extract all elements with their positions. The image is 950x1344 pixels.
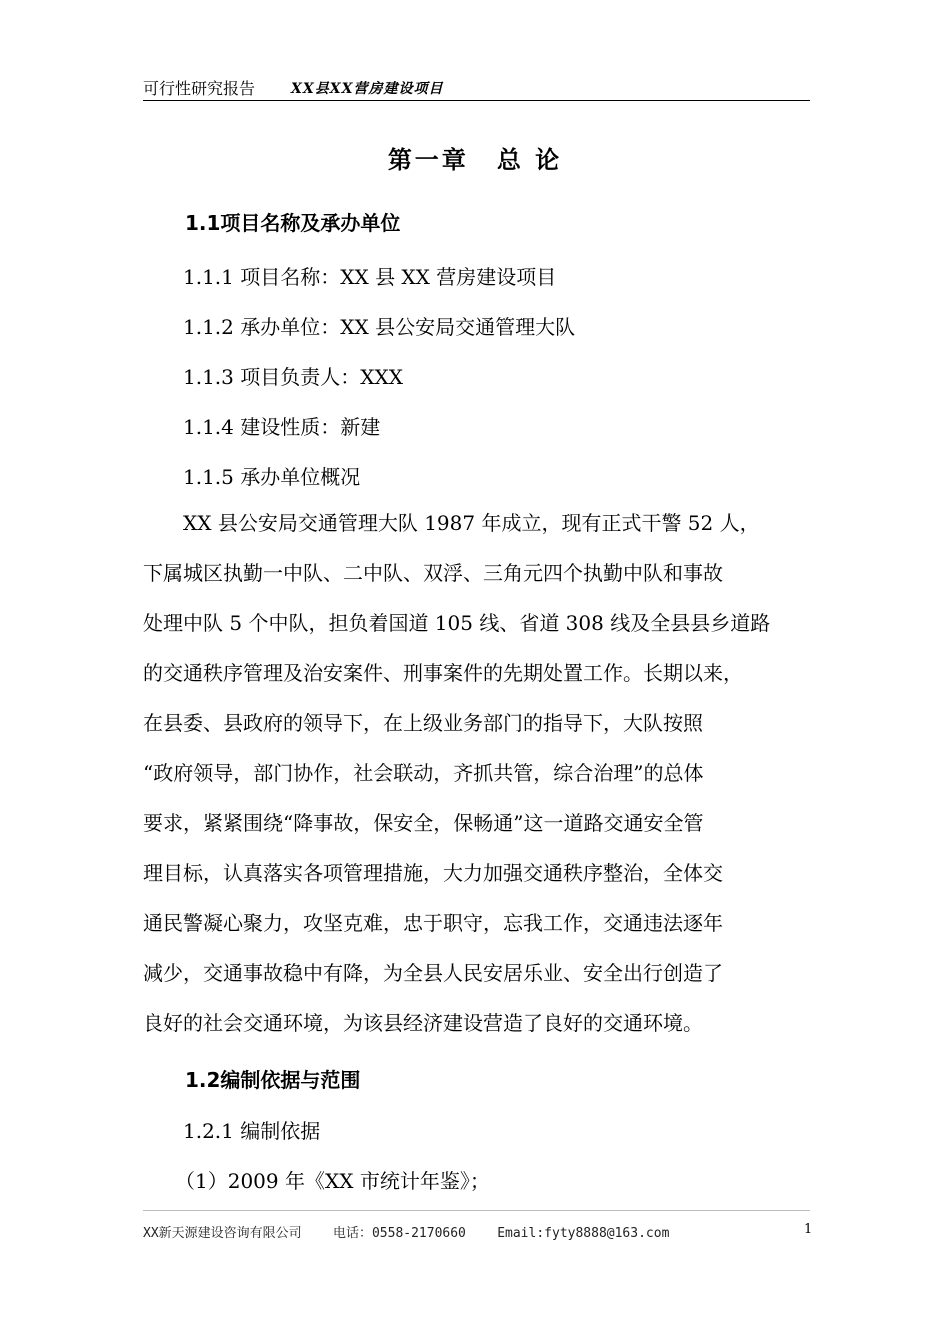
basis-item-1: （1）2009 年《XX 市统计年鉴》； — [175, 1169, 490, 1193]
item-1-2-1: 1.2.1 编制依据 — [183, 1119, 321, 1143]
footer-divider — [143, 1210, 810, 1211]
footer-phone: 电话：0558-2170660 — [332, 1226, 466, 1241]
footer-email: Email:fyty8888@163.com — [497, 1226, 670, 1241]
section-heading-1-1: 1.1项目名称及承办单位 — [185, 211, 401, 235]
header-report-title: 可行性研究报告 — [143, 79, 256, 98]
item-1-1-3: 1.1.3 项目负责人：XXX — [183, 365, 403, 389]
item-1-1-4: 1.1.4 建设性质：新建 — [183, 415, 381, 439]
paragraph-line: 理目标，认真落实各项管理措施，大力加强交通秩序整治，全体交 — [143, 861, 723, 885]
footer-company: XX新天源建设咨询有限公司 — [143, 1226, 302, 1241]
header-project-name: XX县XX营房建设项目 — [291, 81, 444, 97]
paragraph-line: 良好的社会交通环境，为该县经济建设营造了良好的交通环境。 — [143, 1011, 703, 1035]
page-footer — [143, 1222, 669, 1241]
chapter-title — [0, 140, 950, 175]
paragraph-line: 的交通秩序管理及治安案件、刑事案件的先期处置工作。长期以来， — [143, 661, 743, 685]
item-1-1-5: 1.1.5 承办单位概况 — [183, 465, 361, 489]
chapter-label: 第一章 — [387, 145, 469, 174]
paragraph-line: 减少，交通事故稳中有降，为全县人民安居乐业、安全出行创造了 — [143, 961, 723, 985]
section-heading-1-2: 1.2编制依据与范围 — [185, 1068, 361, 1092]
page-header — [143, 72, 810, 101]
chapter-name: 总 论 — [496, 145, 563, 174]
paragraph-line: 处理中队 5 个中队，担负着国道 105 线、省道 308 线及全县县乡道路 — [143, 611, 771, 635]
page-number: 1 — [804, 1222, 813, 1237]
paragraph-line: XX 县公安局交通管理大队 1987 年成立，现有正式干警 52 人， — [183, 511, 760, 535]
overview-paragraph — [143, 498, 833, 1048]
paragraph-line: “政府领导，部门协作，社会联动，齐抓共管，综合治理”的总体 — [143, 761, 704, 785]
paragraph-line: 在县委、县政府的领导下，在上级业务部门的指导下，大队按照 — [143, 711, 703, 735]
item-1-1-1: 1.1.1 项目名称：XX 县 XX 营房建设项目 — [183, 265, 557, 289]
paragraph-line: 要求，紧紧围绕“降事故，保安全，保畅通”这一道路交通安全管 — [143, 811, 704, 835]
paragraph-line: 通民警凝心聚力，攻坚克难，忠于职守，忘我工作，交通违法逐年 — [143, 911, 723, 935]
item-1-1-2: 1.1.2 承办单位：XX 县公安局交通管理大队 — [183, 315, 576, 339]
paragraph-line: 下属城区执勤一中队、二中队、双浮、三角元四个执勤中队和事故 — [143, 561, 723, 585]
